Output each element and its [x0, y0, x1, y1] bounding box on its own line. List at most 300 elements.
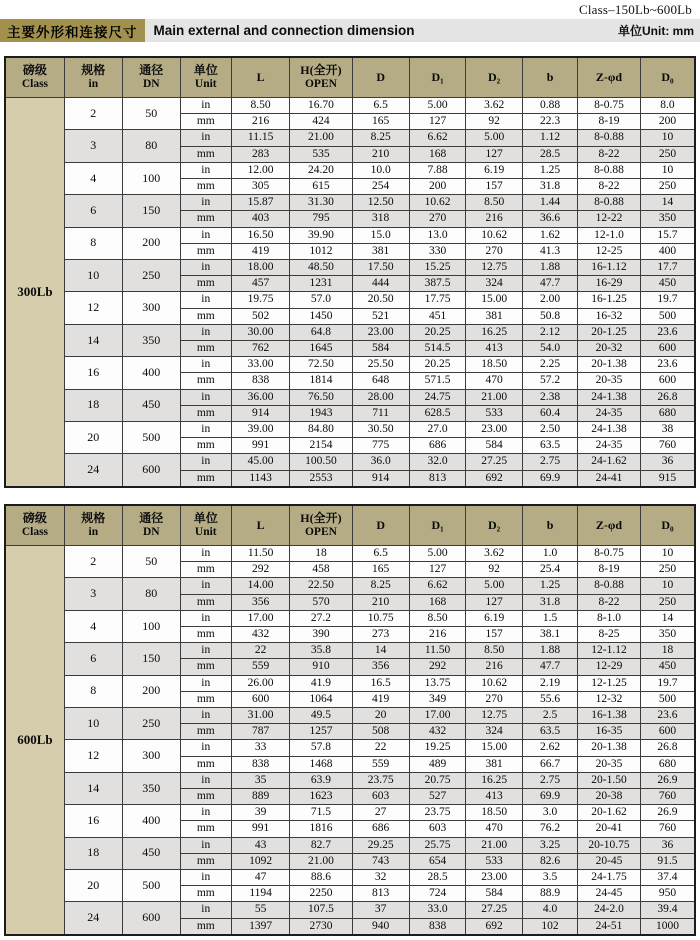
column-header	[5, 57, 64, 98]
unit-cell: mm	[180, 756, 231, 772]
value-cell: 30.00	[231, 324, 290, 340]
size-cell: 14	[64, 324, 122, 356]
value-cell: 28.5	[409, 870, 466, 886]
value-cell: 23.75	[409, 805, 466, 821]
size-cell: 4	[64, 162, 122, 194]
value-cell: 458	[290, 562, 352, 578]
column-header-line2: DN	[142, 525, 160, 538]
value-cell: 24-1.38	[578, 389, 641, 405]
column-header	[522, 57, 577, 98]
value-cell: 20.75	[409, 772, 466, 788]
unit-cell: mm	[180, 724, 231, 740]
size-cell: 16	[64, 357, 122, 389]
value-cell: 24-45	[578, 886, 641, 902]
value-cell: 127	[466, 594, 523, 610]
value-cell: 813	[352, 886, 409, 902]
column-header-line1: 磅级	[22, 62, 47, 77]
value-cell: 12.00	[231, 162, 290, 178]
column-header-line2: Class	[21, 525, 49, 538]
value-cell: 32	[352, 870, 409, 886]
value-cell: 292	[409, 659, 466, 675]
value-cell: 20-10.75	[578, 837, 641, 853]
size-cell: 24	[64, 454, 122, 487]
column-header	[352, 505, 409, 546]
value-cell: 2.25	[522, 357, 577, 373]
value-cell: 1143	[231, 470, 290, 487]
value-cell: 17.00	[409, 708, 466, 724]
value-cell: 424	[290, 114, 352, 130]
table-row	[5, 546, 695, 562]
value-cell: 22	[231, 643, 290, 659]
dn-cell: 400	[122, 357, 180, 389]
value-cell: 743	[352, 853, 409, 869]
value-cell: 24.20	[290, 162, 352, 178]
value-cell: 16-1.12	[578, 260, 641, 276]
value-cell: 10.62	[409, 195, 466, 211]
value-cell: 23.75	[352, 772, 409, 788]
value-cell: 914	[231, 405, 290, 421]
value-cell: 1257	[290, 724, 352, 740]
value-cell: 84.80	[290, 422, 352, 438]
unit-cell: in	[180, 162, 231, 178]
value-cell: 390	[290, 627, 352, 643]
value-cell: 1623	[290, 789, 352, 805]
table-row	[5, 195, 695, 211]
value-cell: 8-19	[578, 562, 641, 578]
value-cell: 31.30	[290, 195, 352, 211]
value-cell: 444	[352, 276, 409, 292]
value-cell: 47.7	[522, 276, 577, 292]
value-cell: 8.50	[466, 643, 523, 659]
unit-cell: mm	[180, 789, 231, 805]
value-cell: 8-0.88	[578, 162, 641, 178]
value-cell: 584	[466, 438, 523, 454]
value-cell: 127	[466, 146, 523, 162]
value-cell: 5.00	[466, 130, 523, 146]
value-cell: 20-1.62	[578, 805, 641, 821]
table-row	[5, 292, 695, 308]
value-cell: 20.25	[409, 357, 466, 373]
column-header-line2: in	[88, 525, 99, 538]
dn-cell: 80	[122, 578, 180, 610]
value-cell: 330	[409, 243, 466, 259]
value-cell: 387.5	[409, 276, 466, 292]
value-cell: 22.3	[522, 114, 577, 130]
value-cell: 775	[352, 438, 409, 454]
value-cell: 12-29	[578, 659, 641, 675]
value-cell: 36	[640, 837, 695, 853]
column-header	[231, 57, 290, 98]
value-cell: 33.00	[231, 357, 290, 373]
value-cell: 15.7	[640, 227, 695, 243]
value-cell: 25.75	[409, 837, 466, 853]
value-cell: 432	[409, 724, 466, 740]
size-cell: 3	[64, 130, 122, 162]
value-cell: 15.00	[466, 292, 523, 308]
value-cell: 216	[466, 211, 523, 227]
column-header	[522, 505, 577, 546]
table-row	[5, 227, 695, 243]
size-cell: 8	[64, 227, 122, 259]
value-cell: 628.5	[409, 405, 466, 421]
column-header-line1: D₀	[661, 69, 674, 84]
column-header	[290, 57, 352, 98]
value-cell: 2250	[290, 886, 352, 902]
value-cell: 210	[352, 594, 409, 610]
table-row	[5, 454, 695, 470]
value-cell: 35.8	[290, 643, 352, 659]
value-cell: 12.50	[352, 195, 409, 211]
value-cell: 24-2.0	[578, 902, 641, 918]
value-cell: 6.19	[466, 162, 523, 178]
value-cell: 2.12	[522, 324, 577, 340]
value-cell: 16-35	[578, 724, 641, 740]
value-cell: 2.75	[522, 454, 577, 470]
value-cell: 27.25	[466, 902, 523, 918]
value-cell: 1468	[290, 756, 352, 772]
value-cell: 107.5	[290, 902, 352, 918]
dn-cell: 300	[122, 292, 180, 324]
value-cell: 615	[290, 179, 352, 195]
value-cell: 1.25	[522, 578, 577, 594]
value-cell: 724	[409, 886, 466, 902]
value-cell: 270	[409, 211, 466, 227]
value-cell: 21.00	[290, 853, 352, 869]
dn-cell: 250	[122, 708, 180, 740]
header-row	[5, 57, 695, 98]
value-cell: 10	[640, 130, 695, 146]
value-cell: 38.1	[522, 627, 577, 643]
value-cell: 49.5	[290, 708, 352, 724]
value-cell: 10	[640, 546, 695, 562]
column-header	[64, 505, 122, 546]
doc-class-range: Class–150Lb~600Lb	[579, 2, 692, 17]
column-header-line2: DN	[142, 77, 160, 90]
value-cell: 16-1.38	[578, 708, 641, 724]
value-cell: 8-22	[578, 146, 641, 162]
value-cell: 413	[466, 341, 523, 357]
value-cell: 2.38	[522, 389, 577, 405]
value-cell: 43	[231, 837, 290, 853]
dn-cell: 80	[122, 130, 180, 162]
size-cell: 8	[64, 675, 122, 707]
value-cell: 914	[352, 470, 409, 487]
value-cell: 8.50	[409, 610, 466, 626]
value-cell: 400	[640, 243, 695, 259]
value-cell: 711	[352, 405, 409, 421]
dn-cell: 350	[122, 772, 180, 804]
value-cell: 57.8	[290, 740, 352, 756]
value-cell: 8.25	[352, 130, 409, 146]
unit-cell: in	[180, 772, 231, 788]
value-cell: 54.0	[522, 341, 577, 357]
value-cell: 654	[409, 853, 466, 869]
unit-cell: in	[180, 357, 231, 373]
value-cell: 5.00	[409, 98, 466, 114]
dn-cell: 100	[122, 162, 180, 194]
value-cell: 19.7	[640, 675, 695, 691]
value-cell: 680	[640, 756, 695, 772]
value-cell: 26.9	[640, 772, 695, 788]
value-cell: 270	[466, 691, 523, 707]
value-cell: 600	[640, 373, 695, 389]
value-cell: 16.70	[290, 98, 352, 114]
value-cell: 991	[231, 821, 290, 837]
value-cell: 55	[231, 902, 290, 918]
header-row	[5, 505, 695, 546]
unit-cell: mm	[180, 243, 231, 259]
unit-cell: in	[180, 902, 231, 918]
value-cell: 33.0	[409, 902, 466, 918]
value-cell: 1.88	[522, 643, 577, 659]
value-cell: 349	[409, 691, 466, 707]
value-cell: 36	[640, 454, 695, 470]
value-cell: 686	[352, 821, 409, 837]
table-row	[5, 740, 695, 756]
column-header-line1: 磅级	[22, 510, 47, 525]
value-cell: 76.2	[522, 821, 577, 837]
value-cell: 1000	[640, 918, 695, 935]
dn-cell: 450	[122, 389, 180, 421]
value-cell: 8-1.0	[578, 610, 641, 626]
value-cell: 1816	[290, 821, 352, 837]
size-cell: 4	[64, 610, 122, 642]
value-cell: 570	[290, 594, 352, 610]
value-cell: 28.00	[352, 389, 409, 405]
value-cell: 3.62	[466, 546, 523, 562]
value-cell: 21.00	[290, 130, 352, 146]
value-cell: 23.6	[640, 324, 695, 340]
column-header-line1: 通径	[139, 510, 164, 525]
value-cell: 8-22	[578, 179, 641, 195]
size-cell: 20	[64, 870, 122, 902]
table-row	[5, 260, 695, 276]
value-cell: 127	[409, 114, 466, 130]
unit-cell: mm	[180, 341, 231, 357]
value-cell: 250	[640, 594, 695, 610]
table-row	[5, 805, 695, 821]
value-cell: 838	[231, 756, 290, 772]
value-cell: 2.50	[522, 422, 577, 438]
value-cell: 283	[231, 146, 290, 162]
value-cell: 26.8	[640, 740, 695, 756]
value-cell: 27.0	[409, 422, 466, 438]
value-cell: 37	[352, 902, 409, 918]
value-cell: 2.75	[522, 772, 577, 788]
value-cell: 795	[290, 211, 352, 227]
value-cell: 39.90	[290, 227, 352, 243]
value-cell: 10.75	[352, 610, 409, 626]
value-cell: 10.0	[352, 162, 409, 178]
value-cell: 1.88	[522, 260, 577, 276]
value-cell: 16-1.25	[578, 292, 641, 308]
unit-cell: in	[180, 708, 231, 724]
dn-cell: 450	[122, 837, 180, 869]
value-cell: 216	[231, 114, 290, 130]
value-cell: 17.75	[409, 292, 466, 308]
column-header	[122, 57, 180, 98]
value-cell: 1645	[290, 341, 352, 357]
value-cell: 11.50	[409, 643, 466, 659]
value-cell: 527	[409, 789, 466, 805]
column-header-line1: 单位	[193, 510, 218, 525]
value-cell: 14	[640, 195, 695, 211]
value-cell: 6.5	[352, 546, 409, 562]
value-cell: 15.25	[409, 260, 466, 276]
table-row	[5, 610, 695, 626]
value-cell: 915	[640, 470, 695, 487]
value-cell: 102	[522, 918, 577, 935]
value-cell: 16-32	[578, 308, 641, 324]
size-cell: 2	[64, 98, 122, 130]
size-cell: 14	[64, 772, 122, 804]
size-cell: 6	[64, 195, 122, 227]
value-cell: 254	[352, 179, 409, 195]
value-cell: 92	[466, 562, 523, 578]
value-cell: 838	[409, 918, 466, 935]
value-cell: 23.00	[466, 422, 523, 438]
value-cell: 489	[409, 756, 466, 772]
value-cell: 13.75	[409, 675, 466, 691]
value-cell: 20-32	[578, 341, 641, 357]
value-cell: 63.9	[290, 772, 352, 788]
value-cell: 8.50	[466, 195, 523, 211]
value-cell: 305	[231, 179, 290, 195]
unit-cell: mm	[180, 853, 231, 869]
value-cell: 603	[352, 789, 409, 805]
value-cell: 24-41	[578, 470, 641, 487]
unit-note: 单位Unit: mm	[618, 24, 694, 38]
value-cell: 30.50	[352, 422, 409, 438]
table-row	[5, 902, 695, 918]
size-cell: 3	[64, 578, 122, 610]
value-cell: 26.8	[640, 389, 695, 405]
column-header-line1: D₁	[431, 517, 444, 532]
title-bar	[0, 19, 700, 42]
unit-cell: in	[180, 130, 231, 146]
value-cell: 39	[231, 805, 290, 821]
unit-cell: in	[180, 98, 231, 114]
value-cell: 31.00	[231, 708, 290, 724]
value-cell: 91.5	[640, 853, 695, 869]
value-cell: 25.50	[352, 357, 409, 373]
value-cell: 16.25	[466, 324, 523, 340]
value-cell: 584	[466, 886, 523, 902]
column-header	[5, 505, 64, 546]
value-cell: 403	[231, 211, 290, 227]
value-cell: 47.7	[522, 659, 577, 675]
column-header-line1: L	[256, 69, 265, 84]
unit-cell: mm	[180, 918, 231, 935]
value-cell: 991	[231, 438, 290, 454]
value-cell: 63.5	[522, 438, 577, 454]
value-cell: 23.6	[640, 357, 695, 373]
column-header	[180, 505, 231, 546]
value-cell: 6.62	[409, 578, 466, 594]
dimension-table-600lb	[4, 504, 696, 936]
value-cell: 5.00	[409, 546, 466, 562]
dn-cell: 600	[122, 454, 180, 487]
value-cell: 23.00	[466, 870, 523, 886]
value-cell: 8-0.75	[578, 98, 641, 114]
size-cell: 18	[64, 389, 122, 421]
value-cell: 273	[352, 627, 409, 643]
unit-cell: mm	[180, 470, 231, 487]
value-cell: 23.6	[640, 708, 695, 724]
table-row	[5, 357, 695, 373]
value-cell: 4.0	[522, 902, 577, 918]
value-cell: 1092	[231, 853, 290, 869]
value-cell: 1814	[290, 373, 352, 389]
dn-cell: 250	[122, 260, 180, 292]
column-header	[409, 57, 466, 98]
table-row	[5, 324, 695, 340]
value-cell: 910	[290, 659, 352, 675]
value-cell: 29.25	[352, 837, 409, 853]
value-cell: 8.0	[640, 98, 695, 114]
unit-cell: in	[180, 643, 231, 659]
unit-cell: in	[180, 805, 231, 821]
size-cell: 16	[64, 805, 122, 837]
column-header-line1: 通径	[139, 62, 164, 77]
column-header-line2: Unit	[194, 77, 217, 90]
value-cell: 559	[352, 756, 409, 772]
value-cell: 521	[352, 308, 409, 324]
value-cell: 38	[640, 422, 695, 438]
title-en: Main external and connection dimension	[153, 23, 415, 38]
table-row	[5, 643, 695, 659]
value-cell: 419	[352, 691, 409, 707]
value-cell: 760	[640, 438, 695, 454]
column-header-line1: b	[546, 69, 554, 84]
value-cell: 45.00	[231, 454, 290, 470]
value-cell: 1.44	[522, 195, 577, 211]
size-cell: 10	[64, 708, 122, 740]
value-cell: 3.62	[466, 98, 523, 114]
value-cell: 600	[231, 691, 290, 707]
unit-cell: in	[180, 740, 231, 756]
unit-cell: mm	[180, 179, 231, 195]
value-cell: 14	[640, 610, 695, 626]
value-cell: 1.12	[522, 130, 577, 146]
unit-cell: mm	[180, 405, 231, 421]
size-cell: 20	[64, 422, 122, 454]
value-cell: 12.75	[466, 260, 523, 276]
size-cell: 18	[64, 837, 122, 869]
value-cell: 250	[640, 562, 695, 578]
value-cell: 2.00	[522, 292, 577, 308]
value-cell: 762	[231, 341, 290, 357]
unit-cell: mm	[180, 562, 231, 578]
value-cell: 6.5	[352, 98, 409, 114]
value-cell: 27	[352, 805, 409, 821]
value-cell: 16.50	[231, 227, 290, 243]
value-cell: 6.19	[466, 610, 523, 626]
column-header	[122, 505, 180, 546]
unit-cell: mm	[180, 691, 231, 707]
value-cell: 450	[640, 659, 695, 675]
column-header	[466, 57, 523, 98]
value-cell: 2.62	[522, 740, 577, 756]
value-cell: 1194	[231, 886, 290, 902]
value-cell: 21.00	[466, 389, 523, 405]
value-cell: 10.62	[466, 227, 523, 243]
class-cell: 300Lb	[5, 98, 64, 488]
unit-cell: in	[180, 546, 231, 562]
unit-cell: in	[180, 870, 231, 886]
value-cell: 2553	[290, 470, 352, 487]
unit-cell: mm	[180, 211, 231, 227]
